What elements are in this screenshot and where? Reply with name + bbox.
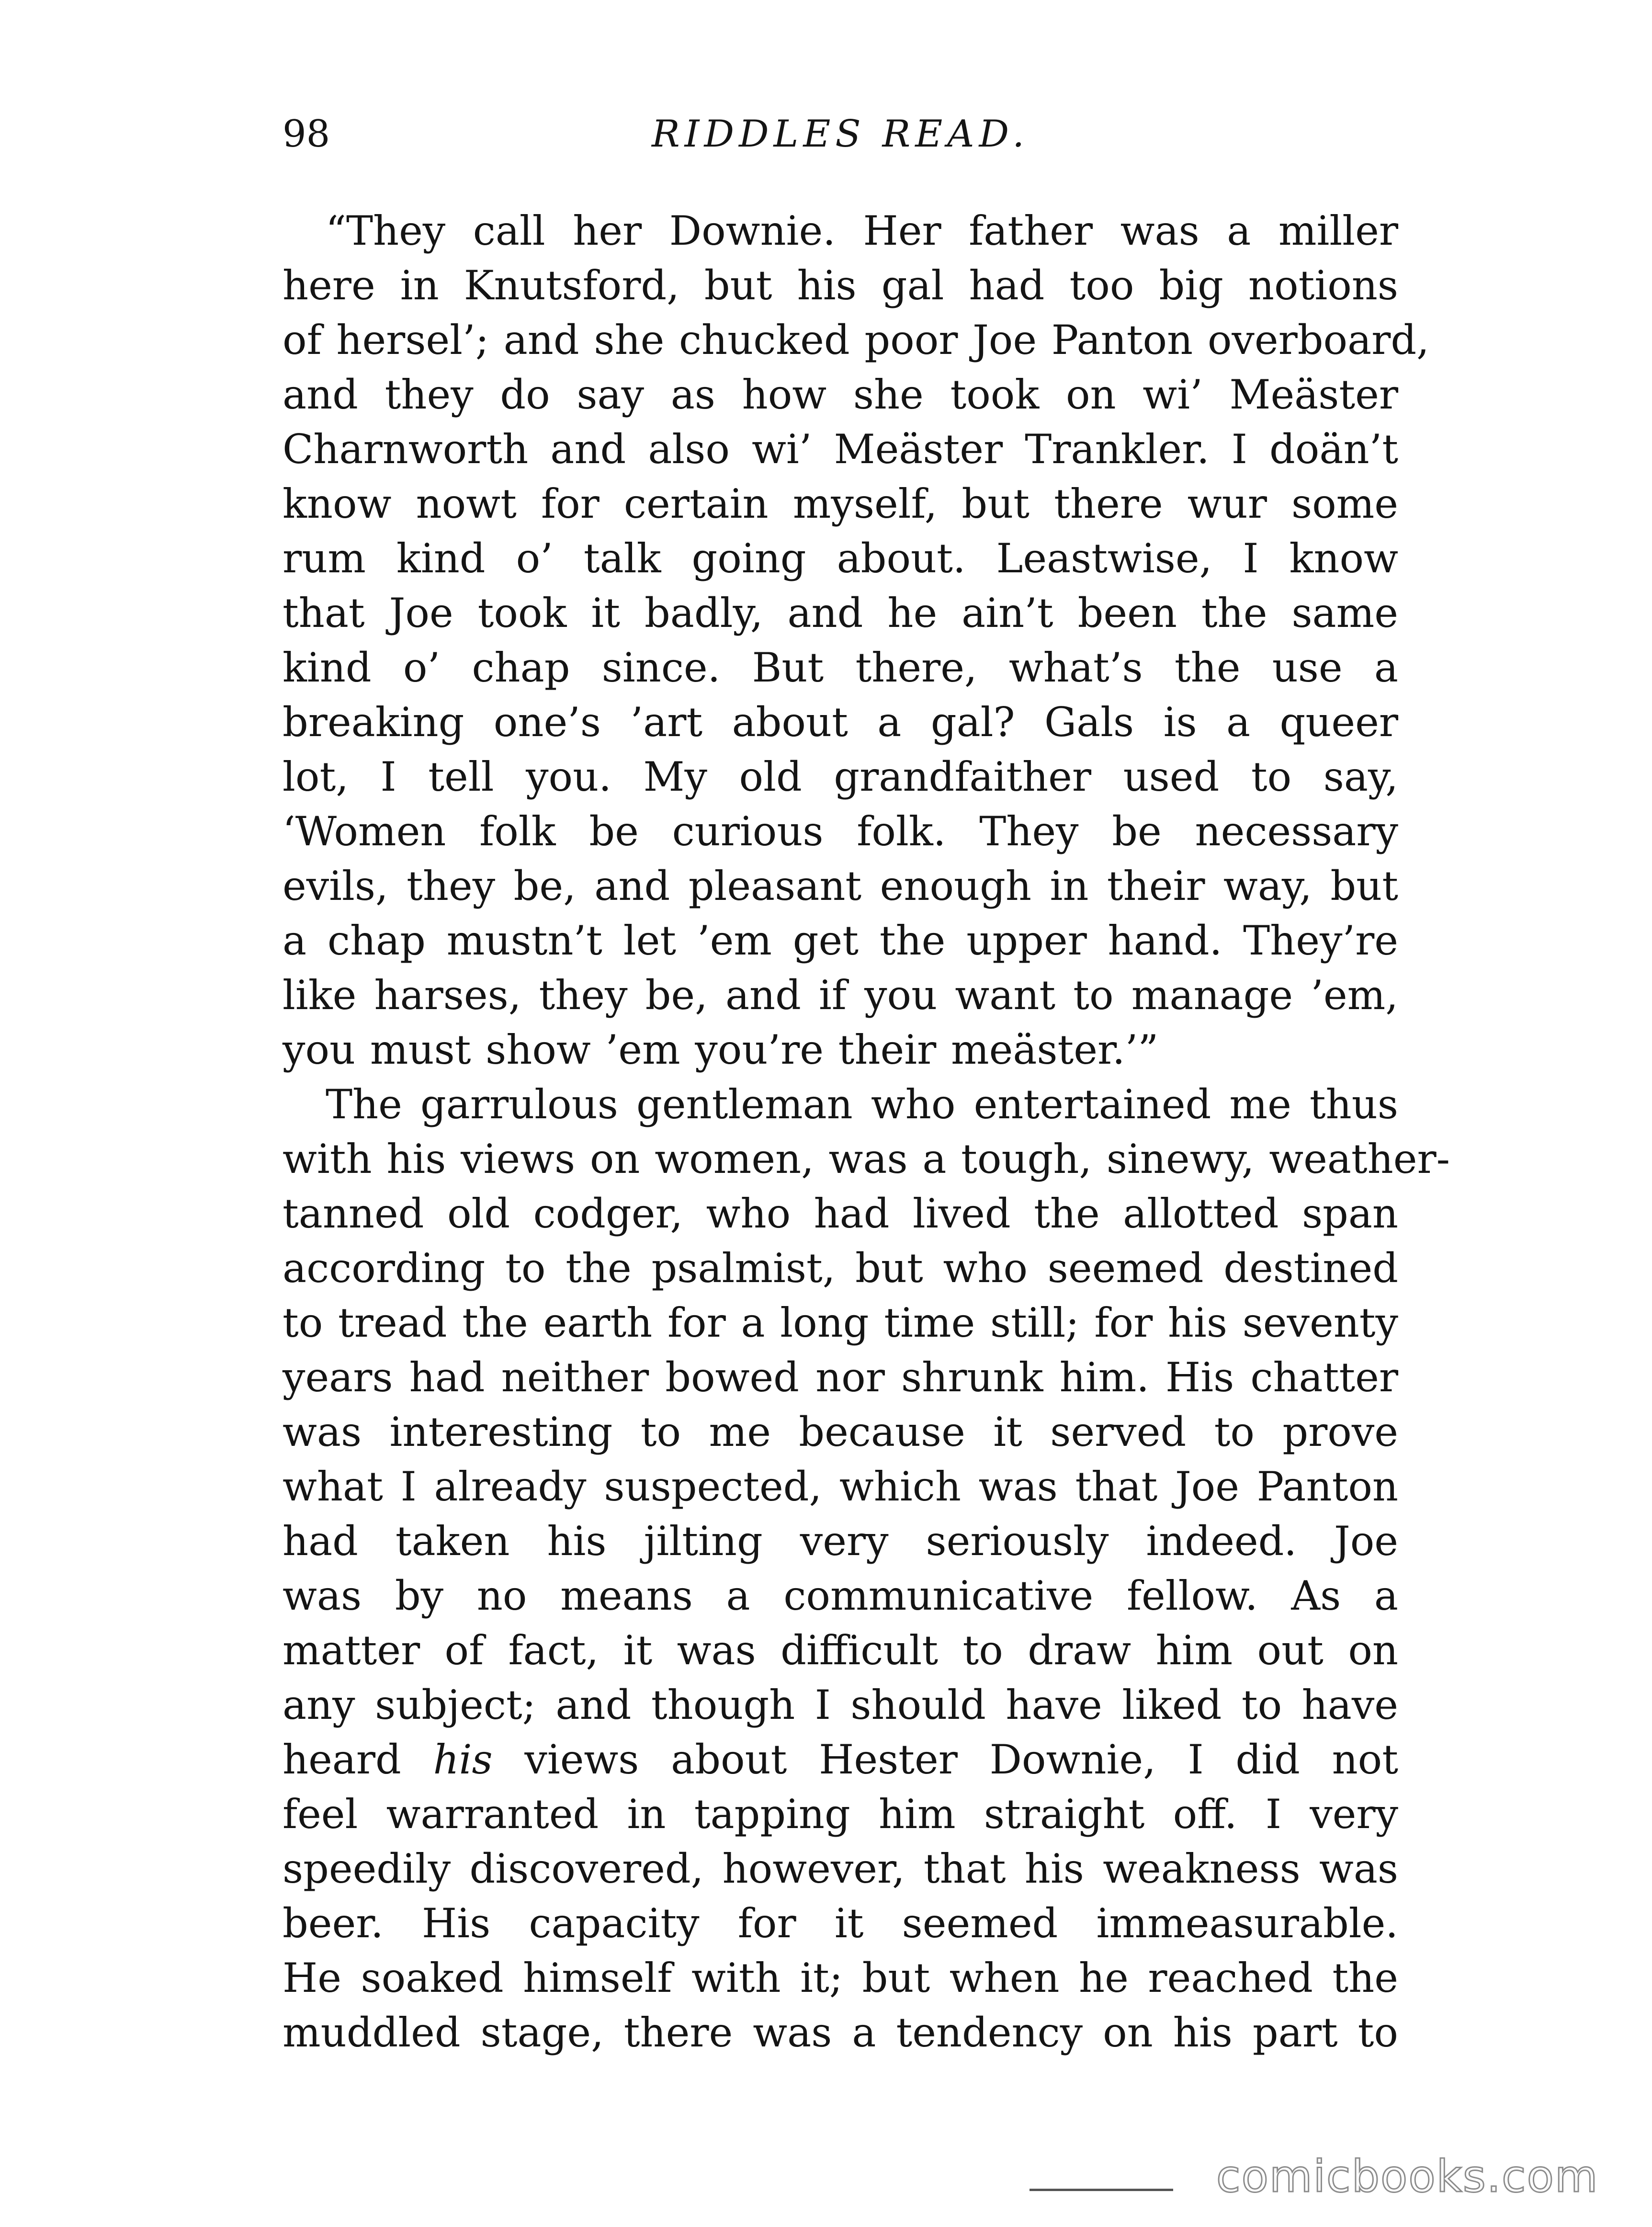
text-line: a chap mustn’t let ’em get the upper hand. They’re xyxy=(283,917,1398,964)
text-line: had taken his jilting very seriously indeed. Joe xyxy=(283,1518,1398,1565)
text-line: Charnworth and also wi’ Meäster Trankler. I doän’t xyxy=(283,426,1398,473)
text-line: He soaked himself with it; but when he reached the xyxy=(283,1954,1398,2001)
text-line xyxy=(283,1732,1398,1787)
text-line: according to the psalmist, but who seemed destined xyxy=(283,1245,1398,1292)
emphasis-text: his xyxy=(433,1736,493,1783)
text-line: with his views on women, was a tough, sinewy, weather- xyxy=(283,1136,1450,1182)
text-line: of hersel’; and she chucked poor Joe Panton overboard, xyxy=(283,317,1429,364)
text-line: “They call her Downie. Her father was a miller xyxy=(326,207,1398,254)
text-line: you must show ’em you’re their meäster.’” xyxy=(283,1026,1159,1073)
text-line: The garrulous gentleman who entertained me thus xyxy=(326,1081,1398,1128)
text-line: years had neither bowed nor shrunk him. His chatter xyxy=(283,1354,1398,1401)
text-segment: views about Hester Downie, I did not xyxy=(492,1736,1398,1783)
text-line: rum kind o’ talk going about. Leastwise, I know xyxy=(283,535,1398,582)
text-line: lot, I tell you. My old grandfaither used to say, xyxy=(283,753,1398,800)
text-line: that Joe took it badly, and he ain’t been the same xyxy=(283,590,1398,636)
text-line: evils, they be, and pleasant enough in their way, but xyxy=(283,863,1398,909)
page-header xyxy=(283,108,1398,160)
text-line: know nowt for certain myself, but there wur some xyxy=(283,480,1398,527)
text-segment: heard xyxy=(283,1736,433,1783)
text-line: feel warranted in tapping him straight off. I very xyxy=(283,1791,1398,1838)
text-line: muddled stage, there was a tendency on his part to xyxy=(283,2009,1398,2056)
running-head: RIDDLES READ. xyxy=(651,113,1030,156)
text-line: what I already suspected, which was that Joe Panton xyxy=(283,1463,1398,1510)
watermark: comicbooks.com xyxy=(1216,2151,1599,2202)
text-line: speedily discovered, however, that his weakness was xyxy=(283,1845,1398,1892)
text-line: beer. His capacity for it seemed immeasurable. xyxy=(283,1900,1398,1947)
text-line: any subject; and though I should have liked to have xyxy=(283,1682,1398,1728)
page-number: 98 xyxy=(283,113,330,156)
text-line: breaking one’s ’art about a gal? Gals is a queer xyxy=(283,699,1398,746)
text-line: tanned old codger, who had lived the allotted span xyxy=(283,1190,1398,1237)
footer-rule xyxy=(1030,2189,1173,2191)
text-line: ‘Women folk be curious folk. They be necessary xyxy=(283,808,1398,855)
text-line: to tread the earth for a long time still; for his seventy xyxy=(283,1299,1398,1346)
text-line: and they do say as how she took on wi’ Meäster xyxy=(283,371,1398,418)
text-line: like harses, they be, and if you want to manage ’em, xyxy=(283,972,1398,1019)
text-line: matter of fact, it was difficult to draw him out on xyxy=(283,1627,1398,1674)
text-line: kind o’ chap since. But there, what’s the use a xyxy=(283,644,1398,691)
text-line: here in Knutsford, but his gal had too big notions xyxy=(283,262,1398,309)
text-line: was interesting to me because it served to prove xyxy=(283,1409,1398,1455)
body-text xyxy=(283,204,1450,2060)
text-line: was by no means a communicative fellow. As a xyxy=(283,1572,1398,1619)
